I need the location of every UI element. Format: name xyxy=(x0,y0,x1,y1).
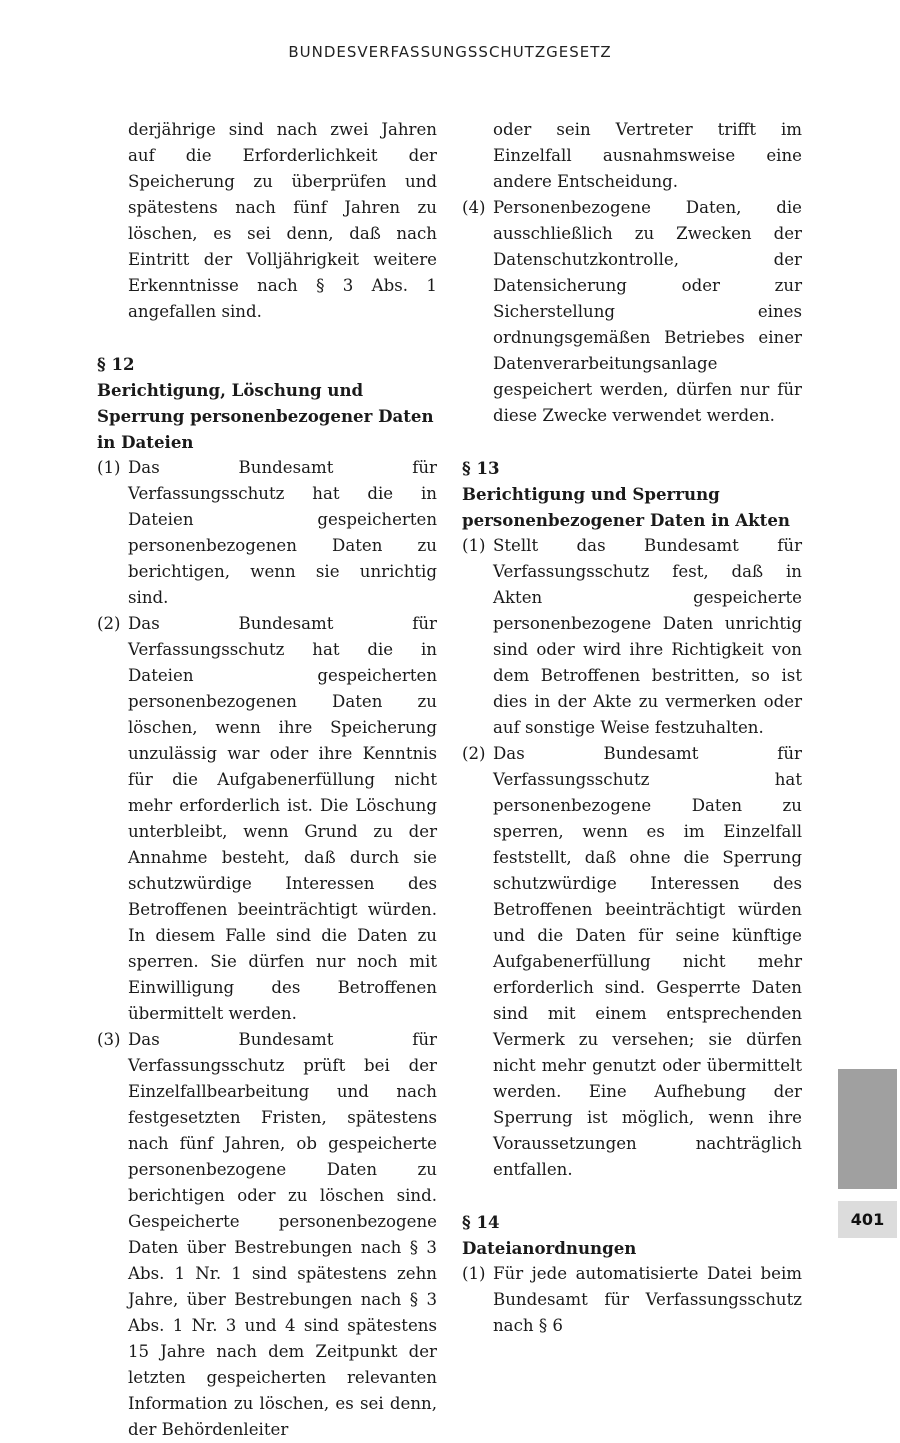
paragraph-item xyxy=(97,1027,437,1443)
paragraph-number: (1) xyxy=(462,536,486,555)
continuation-text: derjährige sind nach zwei Jahren auf die Erforderlichkeit der Speicherung zu überprüfen und spätestens nach fünf Jahren zu löschen, es sei denn, daß nach Eintritt der Volljährigkeit weitere Erkenntnisse nach § 3 Abs. 1 angefallen sind. xyxy=(128,120,437,321)
paragraph-text: Das Bundesamt für Verfassungsschutz prüft bei der Einzelfallbearbeitung und nach festgesetzten Fristen, spätestens nach fünf Jahren, ob gespeicherte personenbezogene Daten zu berichtigen oder zu löschen sind. Gespeicherte personenbezogene Daten über Bestrebungen nach § 3 Abs. 1 Nr. 1 sind spätestens zehn Jahre, über Bestrebungen nach § 3 Abs. 1 Nr. 3 und 4 sind spätestens 15 Jahre nach dem Zeitpunkt der letzten gespeicherten relevanten Information zu löschen, es sei denn, der Behördenleiter xyxy=(128,1030,437,1439)
paragraph-number: (2) xyxy=(97,614,121,633)
paragraph-text: Für jede automatisierte Datei beim Bundesamt für Verfassungsschutz nach § 6 xyxy=(493,1264,802,1335)
section-number: § 13 xyxy=(462,458,500,478)
section-number: § 14 xyxy=(462,1212,500,1232)
left-column xyxy=(97,117,437,1443)
paragraph-item xyxy=(462,195,802,429)
paragraph-number: (1) xyxy=(97,458,121,477)
paragraph-number: (1) xyxy=(462,1264,486,1283)
right-column xyxy=(462,117,802,1339)
section-title: Dateianordnungen xyxy=(462,1238,637,1258)
paragraph-item xyxy=(97,455,437,611)
paragraph-text: Personenbezogene Daten, die ausschließlich zu Zwecken der Datenschutzkontrolle, der Datensicherung oder zur Sicherstellung eines ordnungsgemäßen Betriebes einer Datenverarbeitungsanlage gespeichert werden, dürfen nur für diese Zwecke verwendet werden. xyxy=(493,198,802,425)
paragraph-number: (4) xyxy=(462,198,486,217)
paragraph-text: Das Bundesamt für Verfassungsschutz hat die in Dateien gespeicherten personenbezogenen Daten zu löschen, wenn ihre Speicherung unzulässig war oder ihre Kenntnis für die Aufgabenerfüllung nicht mehr erforderlich ist. Die Löschung unterbleibt, wenn Grund zu der Annahme besteht, daß durch sie schutzwürdige Interessen des Betroffenen beeinträchtigt würden. In diesem Falle sind die Daten zu sperren. Sie dürfen nur noch mit Einwilligung des Betroffenen übermittelt werden. xyxy=(128,614,437,1023)
paragraph-item xyxy=(462,741,802,1183)
paragraph-text: Das Bundesamt für Verfassungsschutz hat personenbezogene Daten zu sperren, wenn es im Einzelfall feststellt, daß ohne die Sperrung schutzwürdige Interessen des Betroffenen beeinträchtigt würden und die Daten für seine künftige Aufgabenerfüllung nicht mehr erforderlich sind. Gesperrte Daten sind mit einem entsprechenden Vermerk zu versehen; sie dürfen nicht mehr genutzt oder übermittelt werden. Eine Aufhebung der Sperrung ist möglich, wenn ihre Voraussetzungen nachträglich entfallen. xyxy=(493,744,802,1179)
section-title: Berichtigung, Löschung und Sperrung personenbezogener Daten in Dateien xyxy=(97,380,434,452)
paragraph-item xyxy=(97,611,437,1027)
paragraph-text: Stellt das Bundesamt für Verfassungsschutz fest, daß in Akten gespeicherte personenbezogene Daten unrichtig sind oder wird ihre Richtigkeit von dem Betroffenen bestritten, so ist dies in der Akte zu vermerken oder auf sonstige Weise festzuhalten. xyxy=(493,536,802,737)
running-head: BUNDESVERFASSUNGSSCHUTZGESETZ xyxy=(288,43,612,61)
paragraph-number: (3) xyxy=(97,1030,121,1049)
paragraph-number: (2) xyxy=(462,744,486,763)
paragraph-item xyxy=(462,1261,802,1339)
paragraph-text: Das Bundesamt für Verfassungsschutz hat die in Dateien gespeicherten personenbezogenen Daten zu berichtigen, wenn sie unrichtig sind. xyxy=(128,458,437,607)
thumb-index-tab xyxy=(838,1069,897,1189)
paragraph-item xyxy=(462,533,802,741)
continuation-text: oder sein Vertreter trifft im Einzelfall ausnahmsweise eine andere Entscheidung. xyxy=(493,120,802,191)
page-number: 401 xyxy=(838,1201,897,1238)
section-title: Berichtigung und Sperrung personenbezogener Daten in Akten xyxy=(462,484,790,530)
section-number: § 12 xyxy=(97,354,135,374)
